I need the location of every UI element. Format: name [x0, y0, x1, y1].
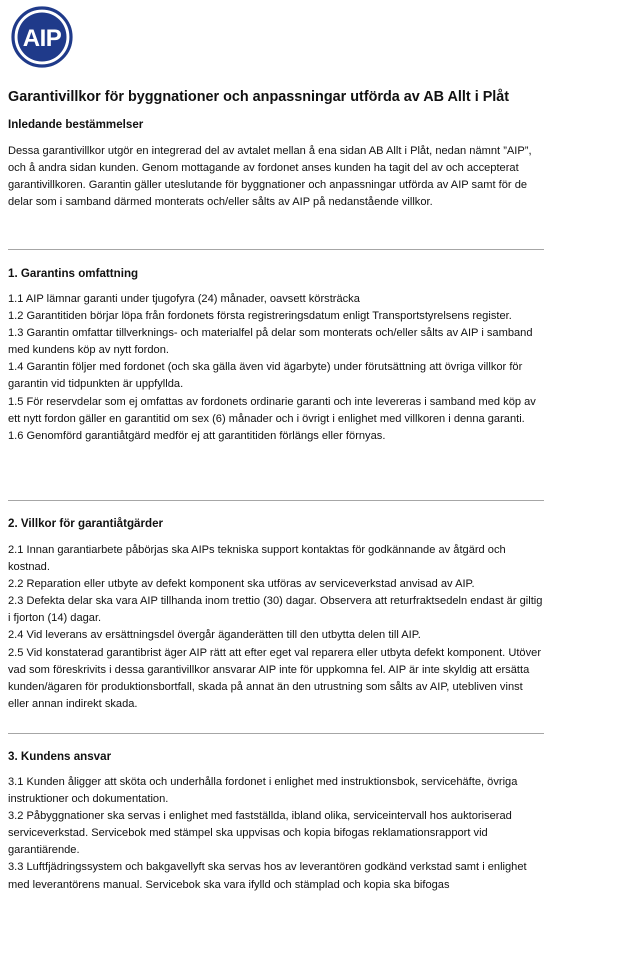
section-divider — [8, 500, 544, 501]
section-heading-2: 2. Villkor för garantiåtgärder — [8, 517, 164, 530]
clause-3-3: 3.3 Luftfjädringssystem och bakgavellyft ska servas hos av leverantören godkänd verkstad samt i enlighet med leverantörens manual. Servicebok ska vara ifylld och stämplad och kopia ska bifogas — [8, 861, 527, 891]
section-1-clauses — [8, 291, 544, 445]
intro-paragraph: Dessa garantivillkor utgör en integrerad del av avtalet mellan å ena sidan AB Allt i Plåt, nedan nämnt ”AIP”, och å andra sidan kunden. Genom mottagande av fordonet anses kunden ha tagit del av och accepterat garantivillkoren. Garantin gäller uteslutande för byggnationer och anpassningar utförda av AIP samt för de delar som i samband därmed monterats och/eller sålts av AIP på nedanstående villkor. — [8, 145, 532, 209]
clause-2-2: 2.2 Reparation eller utbyte av defekt komponent ska utföras av serviceverkstad anvisad av AIP. — [8, 578, 475, 591]
section-divider — [8, 733, 544, 734]
clause-2-1: 2.1 Innan garantiarbete påbörjas ska AIPs tekniska support kontaktas för godkännande av åtgärd och kostnad. — [8, 544, 506, 574]
clause-3-1: 3.1 Kunden åligger att sköta och underhålla fordonet i enlighet med instruktionsbok, servicehäfte, övriga instruktioner och dokumentation. — [8, 776, 518, 806]
clause-1-6: 1.6 Genomförd garantiåtgärd medför ej att garantitiden förlängs eller förnyas. — [8, 429, 386, 442]
clause-2-3: 2.3 Defekta delar ska vara AIP tillhanda inom trettio (30) dagar. Observera att returfraktsedeln endast är giltig i fjorton (14) dagar. — [8, 595, 543, 625]
section-heading-3: 3. Kundens ansvar — [8, 750, 112, 763]
clause-3-2: 3.2 Påbyggnationer ska servas i enlighet med fastställda, ibland olika, serviceintervall hos auktoriserad serviceverkstad. Servicebok med stämpel ska uppvisas och kopia bifogas reklamationsrapport vid garantiärende. — [8, 810, 512, 857]
section-2-clauses — [8, 542, 544, 713]
clause-1-5: 1.5 För reservdelar som ej omfattas av fordonets ordinarie garanti och inte levereras i samband med köp av ett nytt fordon gäller en garantitid om sex (6) månader och i övrigt i enlighet med villkoren i denna garanti. — [8, 395, 536, 425]
aip-logo — [11, 6, 73, 68]
intro-heading: Inledande bestämmelser — [8, 118, 144, 131]
clause-1-1: 1.1 AIP lämnar garanti under tjugofyra (24) månader, oavsett körsträcka — [8, 293, 360, 305]
aip-logo-text: AIP — [22, 25, 62, 52]
clause-2-4: 2.4 Vid leverans av ersättningsdel övergår äganderätten till den utbytta delen till AIP. — [8, 629, 421, 642]
section-heading-1: 1. Garantins omfattning — [8, 267, 139, 280]
section-3-clauses — [8, 774, 544, 894]
clause-1-2: 1.2 Garantitiden börjar löpa från fordonets första registreringsdatum enligt Transportstyrelsens register. — [8, 310, 512, 323]
clause-2-5: 2.5 Vid konstaterad garantibrist äger AIP rätt att efter eget val reparera eller utbyta defekt komponent. Utöver vad som föreskrivits i dessa garantivillkor ansvarar AIP inte för uppkomna fel. AIP är inte skyldig att ersätta kunden/ägaren för produktionsbortfall, skada på annat än den utrustning som sålts av AIP, utebliven vinst eller annan indirekt skada. — [8, 646, 542, 710]
section-divider — [8, 249, 544, 250]
document-title: Garantivillkor för byggnationer och anpassningar utförda av AB Allt i Plåt — [8, 89, 510, 105]
clause-1-4: 1.4 Garantin följer med fordonet (och ska gälla även vid ägarbyte) under förutsättning att övriga villkor för garantin vid tidpunkten är uppfyllda. — [8, 361, 523, 391]
clause-1-3: 1.3 Garantin omfattar tillverknings- och materialfel på delar som monterats och/eller sålts av AIP i samband med kundens köp av nytt fordon. — [8, 327, 533, 357]
